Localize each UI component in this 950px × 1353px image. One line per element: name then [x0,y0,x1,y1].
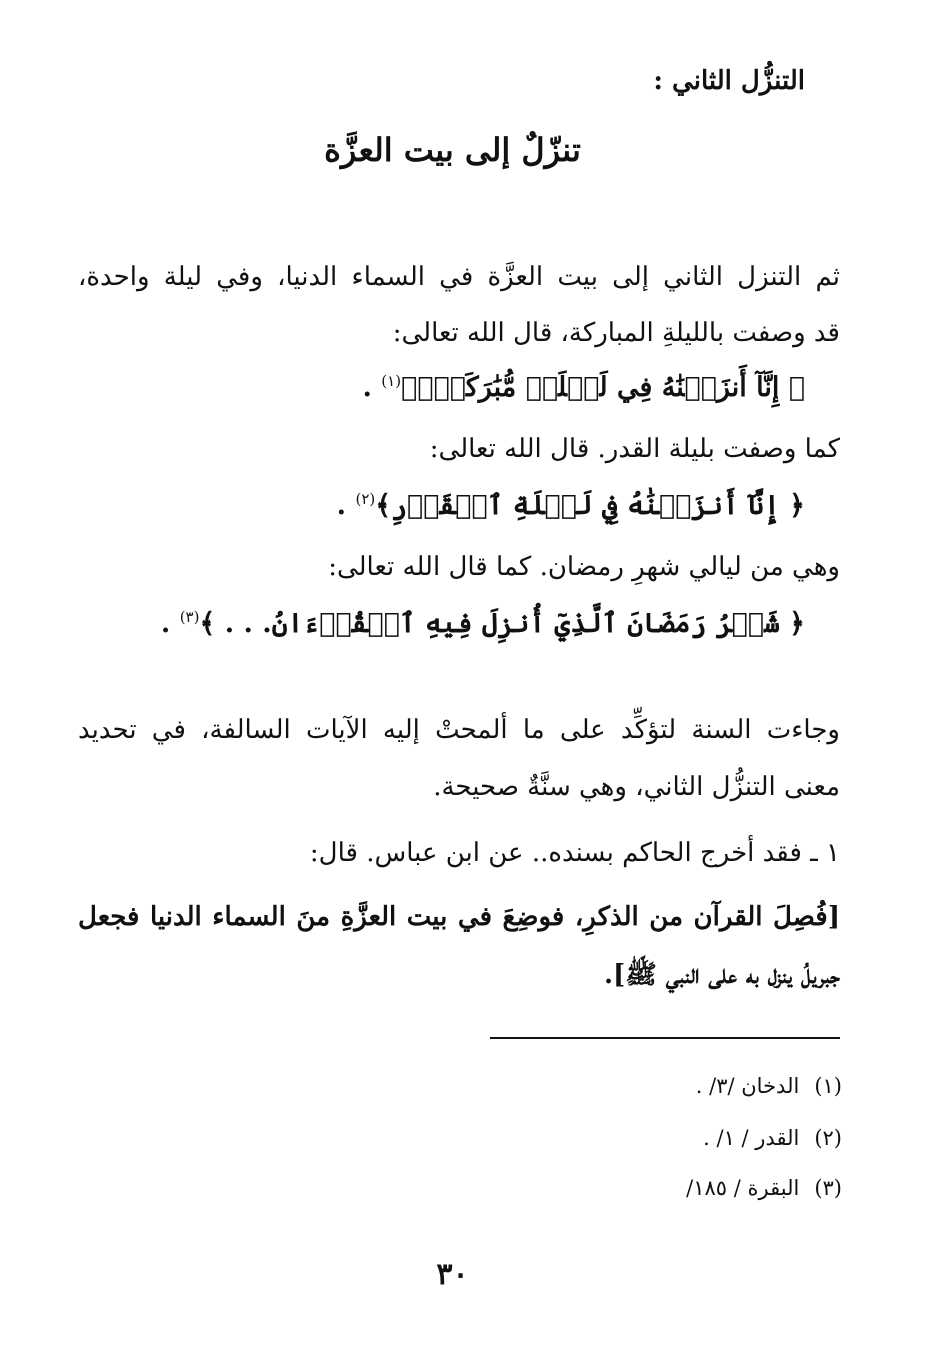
footnote-ref: (٣) [179,608,200,626]
footnote-text: القدر / ١/ . [703,1126,800,1150]
footnote-number: (١) [814,1074,842,1098]
footnote [696,1074,842,1098]
footnote [703,1126,842,1150]
quran-verse [362,372,805,403]
hadith-quote-line: [فُصِلَ القرآن من الذكرِ، فوضِعَ في بيت العزَّةِ منَ السماء الدنيا فجعل [78,902,840,932]
verse-text: ﴿ إِنَّآ أَنزَلۡنَٰهُ فِي لَيۡلَةٖ مُّبَٰرَكَةٍۚ﴾ [401,372,805,403]
footnote-number: (٢) [814,1126,842,1150]
verse-text: ﴿ إِنَّآ أَنزَلۡنَٰهُ فِي لَيۡلَةِ ٱلۡقَدۡرِ﴾ [375,490,805,521]
verse-end: . [336,490,347,521]
footnote [686,1176,842,1200]
page-number: ٣٠ [436,1257,469,1292]
section-label: التنزُّل الثاني : [653,66,805,96]
paragraph-line: وهي من ليالي شهرِ رمضان. كما قال الله تعالى: [328,552,840,582]
quran-verse [161,608,805,639]
footnote-text: الدخان /٣/ . [695,1074,800,1098]
footnote-number: (٣) [814,1176,842,1200]
paragraph-line: قد وصفت بالليلةِ المباركة، قال الله تعالى: [392,318,840,348]
verse-end: . [362,372,372,403]
footnote-divider [490,1037,840,1039]
paragraph-line: معنى التنزُّل الثاني، وهي سنَّةٌ صحيحة. [433,772,840,802]
paragraph-line: ثم التنزل الثاني إلى بيت العزَّة في السماء الدنيا، وفي ليلة واحدة، [78,262,840,292]
quran-verse [337,490,805,521]
verse-text: ﴿ شَهۡرُ رَمَضَانَ ٱلَّذِيٓ أُنزِلَ فِيهِ ٱلۡقُرۡءَانُ. . . ﴾ [199,608,805,639]
list-item: ١ ـ فقد أخرج الحاكم بسنده.. عن ابن عباس. قال: [309,838,840,868]
paragraph-line: وجاءت السنة لتؤكِّد على ما ألمحتْ إليه الآيات السالفة، في تحديد [78,715,840,745]
paragraph-line: كما وصفت بليلة القدر. قال الله تعالى: [429,434,840,464]
hadith-quote-line: جبريلُ ينزل به على النبي ﷺ]. [603,960,840,990]
footnote-text: البقرة / ١٨٥/ [686,1176,800,1200]
footnote-ref: (٢) [355,490,376,508]
chapter-heading: تنزّلٌ إلى بيت العزَّة [324,131,581,169]
footnote-ref: (١) [381,372,402,390]
verse-end: . [160,608,171,639]
